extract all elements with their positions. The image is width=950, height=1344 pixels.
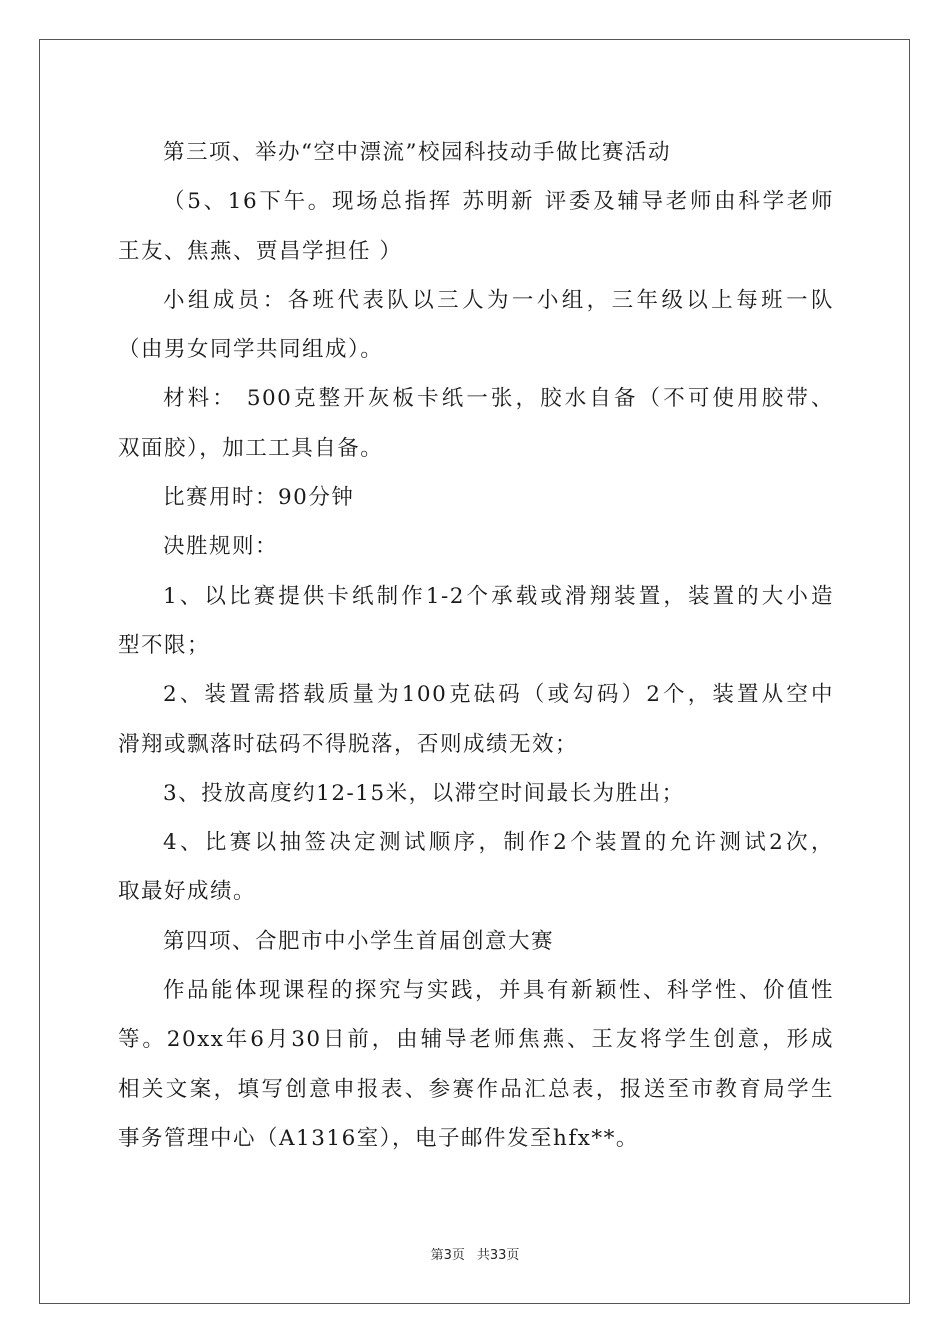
paragraph-line: 第三项、举办“空中漂流”校园科技动手做比赛活动	[163, 140, 671, 165]
paragraph-line: 王友、焦燕、贾昌学担任 ）	[118, 238, 403, 264]
paragraph-line: 3、投放高度约12-15米，以滞空时间最长为胜出；	[163, 780, 685, 806]
paragraph-line: 1、以比赛提供卡纸制作1-2个承载或滑翔装置，装置的大小造	[163, 583, 834, 609]
paragraph-line: （5、16下午。现场总指挥 苏明新 评委及辅导老师由科学老师	[163, 189, 834, 215]
paragraph-line: 事务管理中心（A1316室），电子邮件发至hfx**。	[118, 1125, 639, 1151]
paragraph-line: 4、比赛以抽签决定测试顺序，制作2个装置的允许测试2次，	[163, 830, 834, 856]
paragraph-line: 2、装置需搭载质量为100克砝码（或勾码）2个，装置从空中	[163, 682, 834, 708]
paragraph-line: 第四项、合肥市中小学生首届创意大赛	[163, 928, 555, 954]
paragraph-line: 作品能体现课程的探究与实践，并具有新颖性、科学性、价值性	[163, 978, 834, 1004]
paragraph-line: 等。20xx年6月30日前，由辅导老师焦燕、王友将学生创意，形成	[118, 1027, 834, 1053]
document-body	[118, 128, 834, 1163]
paragraph-line: （由男女同学共同组成）。	[118, 337, 384, 363]
page-footer	[0, 1244, 950, 1263]
paragraph-line: 型不限；	[118, 632, 211, 658]
paragraph-line: 材料： 500克整开灰板卡纸一张，胶水自备（不可使用胶带、	[163, 386, 834, 412]
paragraph-line: 取最好成绩。	[118, 879, 257, 905]
paragraph-line: 相关文案，填写创意申报表、参赛作品汇总表，报送至市教育局学生	[118, 1076, 834, 1102]
paragraph-line: 双面胶），加工工具自备。	[118, 435, 384, 461]
page-total: 共33页	[476, 1248, 520, 1263]
page-number: 第3页	[430, 1248, 465, 1263]
paragraph-line: 滑翔或飘落时砝码不得脱落，否则成绩无效；	[118, 731, 579, 757]
paragraph-line: 小组成员：各班代表队以三人为一小组，三年级以上每班一队	[163, 287, 834, 313]
paragraph-line: 比赛用时：90分钟	[163, 485, 355, 511]
paragraph-line: 决胜规则：	[163, 534, 279, 560]
